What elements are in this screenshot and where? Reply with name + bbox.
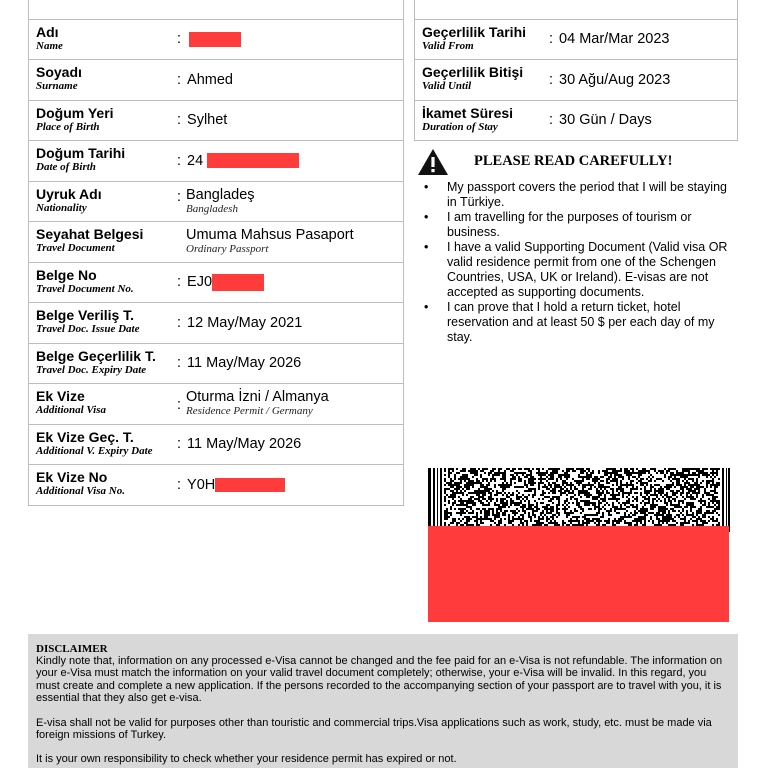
row-label-tr: Ek Vize [36,388,85,404]
redaction-box [428,526,729,622]
row-label-en: Additional Visa [36,404,106,416]
row-expiry-date: Belge Geçerlilik T. Travel Doc. Expiry Date : 11 May/May 2026 [28,344,404,385]
list-item: • I am travelling for the purposes of tourism or business. [416,210,738,240]
additional-visa-no-value: Y0H [187,476,216,493]
redaction-box [212,274,264,291]
row-label-en: Travel Document [36,242,115,254]
warning-title: PLEASE READ CAREFULLY! [474,153,673,169]
row-label-tr: Adı [36,23,59,40]
disclaimer-paragraph: Kindly note that, information on any processed e-Visa cannot be changed and the fee paid for an e-Visa is not refundable. The information on your e-Visa must match the information on your valid travel document completely; otherwise, your e-Visa will be invalid. In this regard, you must create and complete a new application. If the persons recorded to the accompanying section of your passport are to travel with you, it is essential that they also get e-visa. [36,655,723,705]
surname-value: Ahmed [187,71,233,88]
row-label-en: Travel Doc. Issue Date [36,323,140,335]
valid-from-value: 04 Mar/Mar 2023 [559,31,670,48]
row-label-tr: Belge Veriliş T. [36,307,135,323]
row-label-tr: Uyruk Adı [36,185,102,202]
row-nationality: Uyruk Adı Nationality : Bangladeş Bangladesh [28,182,404,223]
row-reference-no [28,0,404,20]
row-label-tr: Belge No [36,266,97,283]
row-label-tr: Doğum Yeri [36,104,114,121]
row-duration-of-stay: İkamet Süresi Duration of Stay : 30 Gün / Days [414,101,738,142]
travel-document-no-value: EJ0 [187,274,213,291]
row-label-en: Surname [36,80,78,92]
nationality-sub: Bangladesh [186,202,238,215]
additional-visa-value: Oturma İzni / Almanya [186,389,329,405]
barcode [428,468,730,532]
row-label-tr: Belge Geçerlilik T. [36,347,156,364]
applicant-info-table [28,0,404,506]
row-additional-visa-expiry: Ek Vize Geç. T. Additional V. Expiry Date : 11 May/May 2026 [28,425,404,466]
travel-document-value: Umuma Mahsus Pasaport [186,227,354,243]
row-name: Adı Name : [28,20,404,61]
warning-list [416,180,738,345]
row-label-en: Travel Doc. Expiry Date [36,363,147,376]
row-label-en: Additional Visa No. [36,485,125,497]
row-label-tr: Geçerlilik Bitişi [422,64,524,80]
row-label-tr: İkamet Süresi [422,104,514,121]
warning-box [416,146,738,344]
list-item: • I have a valid Supporting Document (Valid visa OR valid residence permit from one of the Schengen Countries, USA, UK or Ireland). E-visas are not accepted as supporting documents. [416,240,738,300]
row-additional-visa: Ek Vize Additional Visa : Oturma İzni / Almanya Residence Permit / Germany [28,384,404,425]
row-surname: Soyadı Surname : Ahmed [28,60,404,101]
row-valid-from: Geçerlilik Tarihi Valid From : 04 Mar/Mar 2023 [414,20,738,61]
travel-document-sub: Ordinary Passport [186,243,269,255]
warning-triangle-icon [417,148,449,176]
row-date-of-birth: Doğum Tarihi Date of Birth : 24 [28,141,404,182]
visa-info-table [414,0,738,141]
row-label-en: Valid From [422,39,474,52]
disclaimer-title: DISCLAIMER [36,643,108,655]
reference-no-value [187,0,216,1]
redaction-box [215,478,285,492]
valid-until-value: 30 Ağu/Aug 2023 [559,71,671,88]
list-item: • I can prove that I hold a return ticket, hotel reservation and at least 50 $ per each day of my stay. [416,300,738,345]
issue-date-value: 12 May/May 2021 [187,314,303,331]
row-label-tr: Seyahat Belgesi [36,226,144,242]
row-travel-document [28,222,404,263]
row-label-en: Date of Birth [36,161,96,173]
additional-visa-sub: Residence Permit / Germany [186,405,313,417]
expiry-date-value: 11 May/May 2026 [187,355,302,372]
row-label-en: Valid Until [422,80,472,92]
redaction-box [207,153,299,168]
row-label-tr: Doğum Tarihi [36,145,126,161]
row-label-en: Duration of Stay [422,120,498,133]
row-label-tr: Ek Vize Geç. T. [36,428,134,445]
row-valid-until: Geçerlilik Bitişi Valid Until : 30 Ağu/Aug 2023 [414,60,738,101]
row-label-en: Nationality [36,201,87,214]
nationality-value: Bangladeş [186,186,255,203]
row-travel-document-no: Belge No Travel Document No. : EJ0 [28,263,404,304]
date-of-birth-value: 24 [187,152,204,169]
disclaimer-paragraph: E-visa shall not be valid for purposes other than touristic and commercial trips.Visa applications such as work, study, etc. must be made via foreign missions of Turkey. [36,716,712,742]
row-label-tr: Ek Vize No [36,469,108,485]
row-label-en: Additional V. Expiry Date [36,444,153,457]
row-additional-visa-no: Ek Vize No Additional Visa No. : Y0H [28,465,404,506]
row-number-of-entries [414,0,738,20]
row-label-tr: Soyadı [36,64,82,80]
row-place-of-birth: Doğum Yeri Place of Birth : Sylhet [28,101,404,142]
row-label-en: Travel Document No. [36,282,134,295]
place-of-birth-value: Sylhet [187,112,228,129]
list-item: • My passport covers the period that I will be staying in Türkiye. [416,180,738,210]
duration-of-stay-value: 30 Gün / Days [559,112,652,129]
row-label-tr: Geçerlilik Tarihi [422,23,527,40]
row-issue-date: Belge Veriliş T. Travel Doc. Issue Date : 12 May/May 2021 [28,303,404,344]
additional-visa-expiry-value: 11 May/May 2026 [187,436,302,453]
row-label-en: Name [36,39,63,52]
redaction-box [189,32,241,47]
row-label-en: Place of Birth [36,120,100,133]
disclaimer-paragraph: It is your own responsibility to check whether your residence permit has expired or not. [36,753,457,766]
disclaimer-section [28,634,738,768]
